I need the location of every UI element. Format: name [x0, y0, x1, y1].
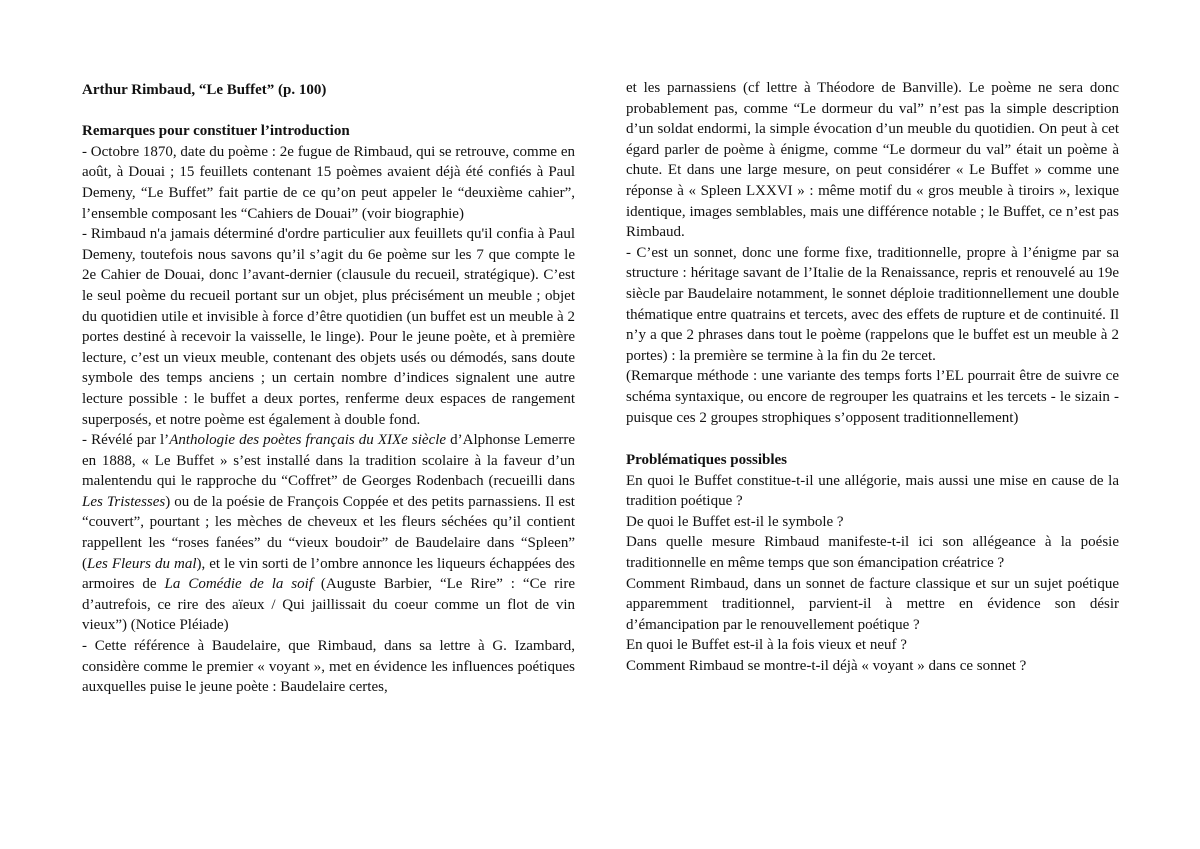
paragraph-anthologie [82, 430, 575, 636]
question-item: Dans quelle mesure Rimbaud manifeste-t-il ici son allégeance à la poésie traditionnelle en même temps que son émancipation créatrice ? [626, 534, 1119, 572]
paragraph-date: - Octobre 1870, date du poème : 2e fugue de Rimbaud, qui se retrouve, comme en août, à Douai ; 15 feuillets contenant 15 poèmes avaient déjà été confiés à Paul Demeny, “Le Buffet” fait partie de ce qu’on peut appeler le “deuxième cahier”, l’ensemble composant les “Cahiers de Douai” (voir biographie) [82, 143, 575, 222]
document-title: Arthur Rimbaud, “Le Buffet” (p. 100) [82, 82, 327, 98]
spacer [82, 101, 575, 122]
paragraph-sonnet: - C’est un sonnet, donc une forme fixe, traditionnelle, propre à l’énigme par sa structure : héritage savant de l’Italie de la Renaissance, repris et renouvelé au 19e siècle par Baudelaire notamment, le sonnet déploie traditionnellement une double thématique entre quatrains et tercets, avec des effets de rupture et de continuité. Il n’y a que 2 phrases dans tout le poème (rappelons que le buffet est un meuble à 2 portes) : la première se termine à la fin du 2e tercet. [626, 244, 1119, 364]
paragraph-order: - Rimbaud n'a jamais déterminé d'ordre particulier aux feuillets qu'il confia à Paul Demeny, toutefois nous savons qu’il s’agit du 6e poème sur les 7 que compte le 2e Cahier de Douai, donc l’avant-dernier (clausule du recueil, stratégique). C’est le seul poème du recueil portant sur un objet, plus précisément un meuble ; objet du quotidien utile et invisible à force d’être quotidien (un buffet est un meuble à 2 portes destiné à recevoir la vaisselle, le linge). Pour le jeune poète, et à première lecture, c’est un vieux meuble, contenant des objets usés ou démodés, sans doute symbole des temps anciens ; un certain nombre d’indices signalent une autre lecture possible : le buffet a deux portes, renferme deux espaces de rangement superposés, et notre poème est également à double fond. [82, 226, 575, 428]
text-run: - Révélé par l’ [82, 432, 170, 449]
paragraph-remarque: (Remarque méthode : une variante des temps forts l’EL pourrait être de suivre ce schéma syntaxique, ou encore de regrouper les quatrains et les tercets - le sizain - puisque ces 2 groupes strophiques s’opposent traditionnellement) [626, 368, 1119, 426]
question-item: Comment Rimbaud se montre-t-il déjà « voyant » dans ce sonnet ? [626, 658, 1027, 675]
intro-heading: Remarques pour constituer l’introduction [82, 123, 350, 140]
book-title-anthologie: Anthologie des poètes français du XIXe siècle [169, 432, 447, 449]
text-run: ) ou de la poésie de François Coppée et des petits parnassiens. Il est “couvert”, pourtant ; les mèches de cheveux et les fleurs séchées qu’il contient rappellent les “roses fanées” du “vieux boudoir” de Baudelaire dans “Spleen” ( [82, 493, 575, 572]
right-column [626, 78, 1119, 677]
problem-heading: Problématiques possibles [626, 452, 787, 469]
paragraph-parnassiens: et les parnassiens (cf lettre à Théodore de Banville). Le poème ne sera donc probablement pas, comme “Le dormeur du val” n’est pas la simple description d’un soldat endormi, la simple évocation d’un meuble du quotidien. On peut à cet égard parler de poème à énigme, comme “Le dormeur du val” était un poème à chute. Et dans une large mesure, on peut considérer « Le Buffet » comme une réponse à « Spleen LXXVI » : même motif du « gros meuble à tiroirs », lexique identique, images semblables, mais une différence notable ; le Buffet, ce n’est pas Rimbaud. [626, 80, 1119, 241]
spacer [626, 428, 1119, 450]
paragraph-baudelaire: - Cette référence à Baudelaire, que Rimbaud, dans sa lettre à G. Izambard, considère comme le premier « voyant », met en évidence les influences poétiques auxquelles puise le jeune poète : Baudelaire certes, [82, 638, 575, 696]
text-run: d’Alphonse Lemerre en 1888, « Le Buffet » s’est installé dans la tradition scolaire à la faveur d’un malentendu qui le rapproche du “Coffret” de Georges Rodenbach (recueilli dans [82, 432, 575, 490]
book-title-tristesses: Les Tristesses [82, 493, 166, 510]
question-item: En quoi le Buffet est-il à la fois vieux et neuf ? [626, 637, 907, 654]
text-run: (Auguste Barbier, “Le Rire” : “Ce rire d’autrefois, ce rire des aïeux / Qui jaillissait du coeur comme un flot de vin vieux”) (Notice Pléiade) [82, 576, 575, 634]
question-item: De quoi le Buffet est-il le symbole ? [626, 513, 844, 530]
question-item: Comment Rimbaud, dans un sonnet de facture classique et sur un sujet poétique apparemment traditionnel, parvient-il à mettre en évidence son désir d’émancipation par le renouvellement poétique ? [626, 575, 1119, 633]
question-item: En quoi le Buffet constitue-t-il une allégorie, mais aussi une mise en cause de la tradition poétique ? [626, 472, 1119, 510]
book-title-fleurs-du-mal: Les Fleurs du mal [87, 555, 197, 572]
left-column [82, 80, 575, 698]
text-run: ), et le vin sorti de l’ombre annonce les liqueurs échappées des armoires de [82, 555, 576, 593]
book-title-comedie: La Comédie de la soif [164, 576, 313, 593]
